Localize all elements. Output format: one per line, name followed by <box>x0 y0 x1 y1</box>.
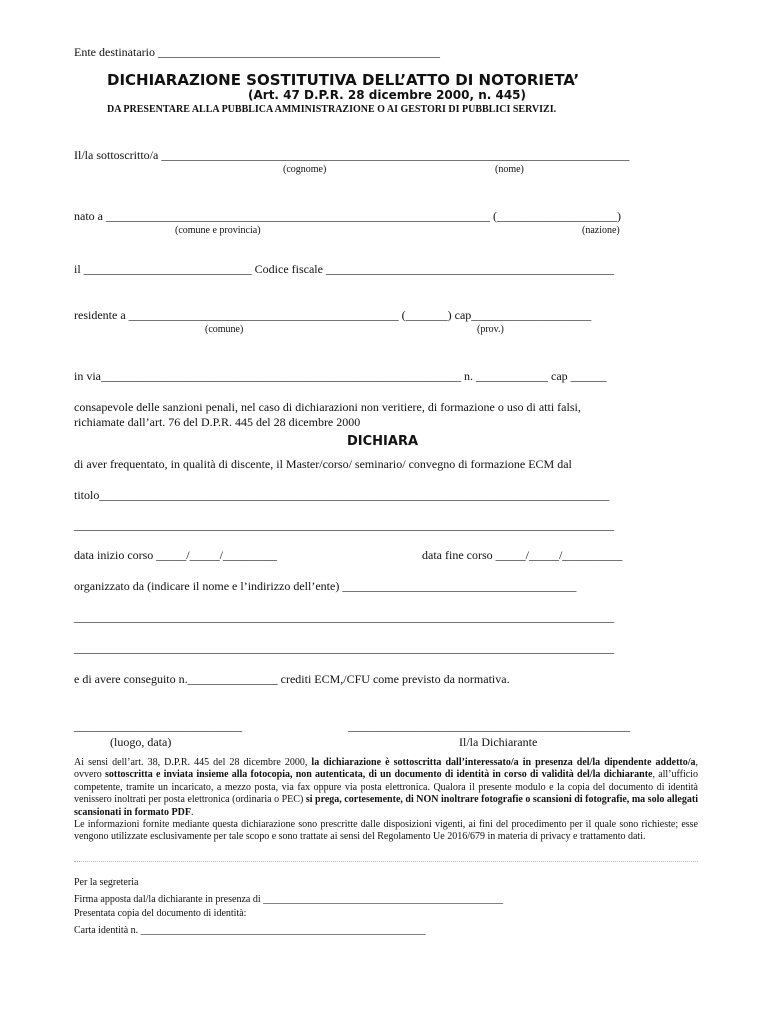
consapevole-line-2: richiamate dall’art. 76 del D.P.R. 445 del 28 dicembre 2000 <box>74 415 361 429</box>
prov-label: (prov.) <box>477 324 504 335</box>
section-divider <box>74 861 698 862</box>
nome-label: (nome) <box>495 164 524 175</box>
titolo-field: titolo_____________________________________________________________________________________ <box>74 488 610 502</box>
note-text: . <box>190 806 194 818</box>
via-field: in via____________________________________________________________ n. ____________ cap ______ <box>74 369 607 383</box>
note-text: , ovvero <box>74 757 699 781</box>
dichiarante-label: Il/la Dichiarante <box>459 735 538 749</box>
blank-line: __________________________________________________________________________________________ <box>74 518 614 532</box>
legal-note <box>74 757 698 844</box>
nato-field: nato a ________________________________________________________________ (____________________) <box>74 209 621 223</box>
consapevole-line-1: consapevole delle sanzioni penali, nel caso di dichiarazioni non veritiere, di formazione o uso di atti falsi, <box>74 400 581 414</box>
privacy-note: Le informazioni fornite mediante questa dichiarazione sono prescritte dalle disposizioni vigenti, ai fini del procedimento per il quale sono richieste; esse vengono utilizzate esclusivamente per tale scopo e sono trattate ai sensi del Regolamento Ue 2016/679 in materia di privacy e trattamento dati. <box>74 819 698 843</box>
sottoscritto-field: Il/la sottoscritto/a ______________________________________________________________________________ <box>74 148 630 162</box>
firma-line: _______________________________________________ <box>348 719 630 733</box>
residente-field: residente a _____________________________________________ (_______) cap____________________ <box>74 308 592 322</box>
note-bold-text: si prega, cortesemente, di NON inoltrare fotografie o scansioni di fotografie, ma solo allegati scansionati in formato PDF <box>74 794 698 818</box>
copia-documento-label: Presentata copia del documento di identità: <box>74 908 247 919</box>
comune-label: (comune) <box>205 324 244 335</box>
blank-line: __________________________________________________________________________________________ <box>74 641 614 655</box>
segreteria-heading: Per la segreteria <box>74 877 139 888</box>
data-fine-field: data fine corso _____/_____/__________ <box>422 548 623 562</box>
crediti-field: e di avere conseguito n._______________ crediti ECM,/CFU come previsto da normativa. <box>74 672 510 686</box>
note-bold-text: sottoscritta e inviata insieme alla fotocopia, non autenticata, di un documento di identità in corso di validità del/la dichiarante <box>105 769 653 781</box>
data-codice-fiscale-field: il ____________________________ Codice fiscale ________________________________________________ <box>74 262 614 276</box>
firma-presenza-field: Firma apposta dal/la dichiarante in presenza di ________________________________________________ <box>74 894 504 905</box>
data-inizio-field: data inizio corso _____/_____/_________ <box>74 548 277 562</box>
document-subtitle: (Art. 47 D.P.R. 28 dicembre 2000, n. 445) <box>248 88 527 102</box>
organizzato-field: organizzato da (indicare il nome e l’indirizzo dell’ente) _______________________________________ <box>74 579 577 593</box>
note-text: , all’ufficio competente, tramite un incaricato, a mezzo posta, via fax oppure via posta elettronica. Qualora il presente modulo e la copia del documento di identità venissero inoltrati per posta elettronica (ordinaria o PEC) <box>74 769 698 806</box>
nazione-label: (nazione) <box>582 225 620 236</box>
carta-identita-field: Carta identità n. _________________________________________________________ <box>74 925 426 936</box>
frequentato-line: di aver frequentato, in qualità di discente, il Master/corso/ seminario/ convegno di formazione ECM dal <box>74 457 572 471</box>
comune-provincia-label: (comune e provincia) <box>175 225 261 236</box>
recipient-line: Ente destinatario _______________________________________________ <box>74 45 440 59</box>
luogo-data-line: ____________________________ <box>74 719 242 733</box>
blank-line: __________________________________________________________________________________________ <box>74 610 614 624</box>
note-text: Ai sensi dell’art. 38, D.P.R. 445 del 28 dicembre 2000, <box>74 757 312 768</box>
presentation-note: DA PRESENTARE ALLA PUBBLICA AMMINISTRAZIONE O AI GESTORI DI PUBBLICI SERVIZI. <box>107 104 557 115</box>
document-title: DICHIARAZIONE SOSTITUTIVA DELL’ATTO DI NOTORIETA’ <box>107 71 580 89</box>
cognome-label: (cognome) <box>283 164 327 175</box>
dichiara-heading: DICHIARA <box>347 434 419 449</box>
note-bold-text: la dichiarazione è sottoscritta dall’interessato/a in presenza del/la dipendente addetto/a <box>311 757 696 768</box>
luogo-data-label: (luogo, data) <box>110 735 172 749</box>
